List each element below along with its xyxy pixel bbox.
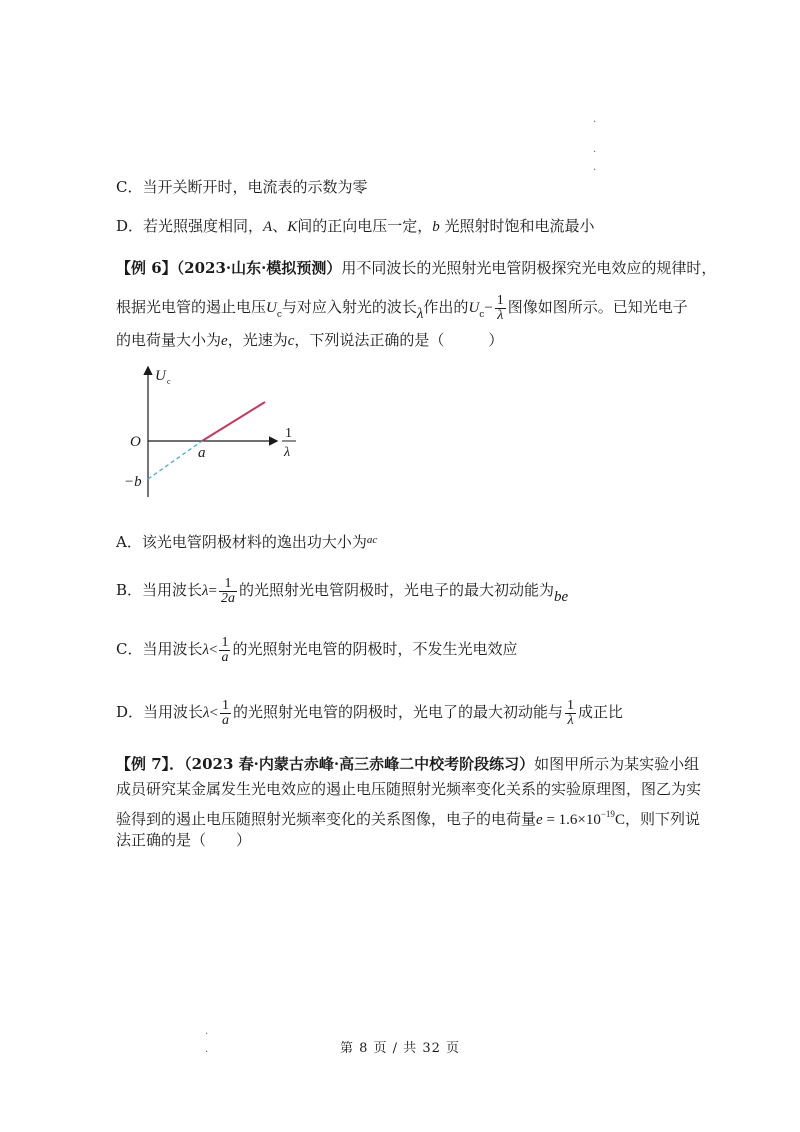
corner-dot: · [205,1047,209,1058]
origin-label: O [130,434,141,450]
corner-dot: · [593,117,597,128]
option-c-prev: C．当开关断开时，电流表的示数为零 [116,178,368,196]
y-axis-label-sub: c [167,377,171,386]
x-axis-label-den: λ [284,445,291,460]
corner-dot: · [593,147,597,158]
solid-data-line [202,402,265,441]
choice-a: A．该光电管阴极材料的逸出功大小为$^{ac}$ [116,533,378,551]
example6-line1: 【例 6】（2023·山东·模拟预测）用不同波长的光照射光电管阴极探究光电效应的规律时， [116,259,717,277]
example7-line3: 验得到的遏止电压随照射光频率变化的关系图像，电子的电荷量$e = 1.6\times 10^{-19}C$，则下列说 [116,809,700,828]
example-source: （2023·山东·模拟预测） [176,259,342,277]
example-tag: 【例 7】． [116,755,185,773]
example6-line3: 的电荷量大小为e，光速为c，下列说法正确的是（ ） [116,331,504,349]
example-source: （2023 春·内蒙古赤峰·高三赤峰二中校考阶段练习） [184,755,535,773]
page-footer: 第 8 页 / 共 32 页 [340,1041,460,1056]
y-axis-label: U [155,368,166,384]
x-intercept-label: a [198,445,206,461]
fraction-one-over-lambda: $\frac{1}{\lambda}$ [496,292,504,323]
example-tag: 【例 6】 [116,259,177,277]
example7-line2: 成员研究某金属发生光电效应的遏止电压随照射光频率变化关系的实验原理图，图乙为实 [116,780,702,798]
dashed-extension-line [148,441,202,479]
uc-vs-inverse-lambda-graph [118,362,318,502]
corner-dot: · [205,1029,209,1040]
x-axis-label-num: 1 [285,426,292,441]
choice-b: B．当用波长λ= $\frac{1}{2a}$ 的光照射光电管阴极时，光电子的最大初动能为be [116,575,569,606]
option-d-prev: D．若光照强度相同，A、K间的正向电压一定，b 光照射时饱和电流最小 [116,217,595,235]
example7-line4: 法正确的是（ ） [116,831,252,849]
choice-c: C．当用波长λ< $\frac{1}{a}$ 的光照射光电管的阴极时，不发生光电效应 [116,634,518,665]
y-intercept-label: −b [124,474,142,490]
corner-dot: · [593,165,597,176]
example7-line1: 【例 7】．（2023 春·内蒙古赤峰·高三赤峰二中校考阶段练习）如图甲所示为某实验小组 [116,755,700,773]
example6-line2: 根据光电管的遏止电压$U_c$与对应入射光的波长λ作出的$U_c-$ $\frac{1}{\lambda}$ 图像如图所示。已知光电子 [116,292,688,323]
choice-d: D．当用波长λ< $\frac{1}{a}$ 的光照射光电管的阴极时，光电了的最大初动能与 $\frac{1}{\lambda}$ 成正比 [116,697,624,728]
